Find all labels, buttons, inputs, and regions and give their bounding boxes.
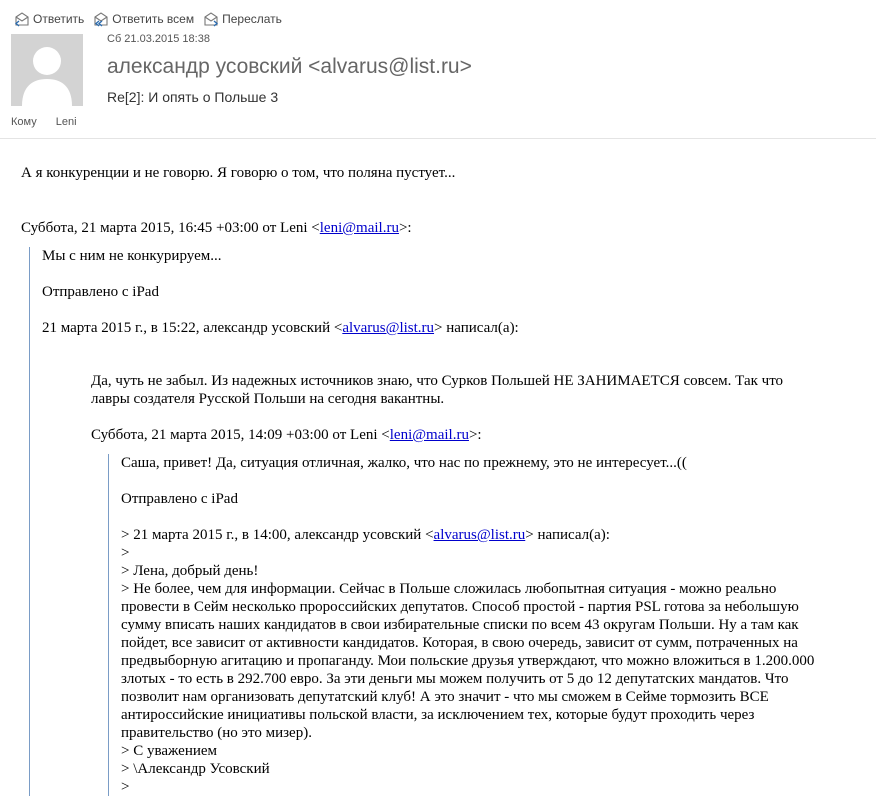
quote-header: Суббота, 21 марта 2015, 16:45 +03:00 от Leni <leni@mail.ru>: [21,220,412,236]
email-link[interactable]: leni@mail.ru [389,427,469,443]
body-line: Да, чуть не забыл. Из надежных источников знаю, что Сурков Польшей НЕ ЗАНИМАЕТСЯ совсем. Так что [91,373,784,389]
body-line: > Не более, чем для информации. Сейчас в Польше сложилась любопытная ситуация - можно реально [121,581,777,597]
body-line: > [121,779,130,795]
body-line: предвыборную агитацию и пропаганду. Мои польские друзья утверждают, что можно вложиться в 1.200.000 [121,653,815,669]
body-line: антироссийские инициативы польской власти, за исключением тех, которые будут проходить через [121,707,755,723]
to-label: Кому [11,116,37,128]
body-line: > Лена, добрый день! [121,563,259,579]
body-line: > [121,545,130,561]
message-subject: Re[2]: И опять о Польше 3 [107,89,279,105]
reply-icon [14,11,30,27]
wrote-line: > 21 марта 2015 г., в 14:00, александр усовский <alvarus@list.ru> написал(а): [121,527,610,543]
forward-button[interactable] [203,11,282,27]
body-line: Отправлено с iPad [42,284,159,300]
reply-label: Ответить [33,12,85,26]
reply-button[interactable] [14,11,84,27]
body-line: Отправлено с iPad [121,491,238,507]
reply-all-button[interactable] [93,11,194,27]
body-line: сумму вписать наших кандидатов в свои избирательные списки по всем 43 округам Польши. Ну а там как [121,617,799,633]
body-line: пойдет, все зависит от активности кандидатов. Которая, в свою очередь, зависит от сумм, потраченных на [121,635,798,651]
email-link[interactable]: leni@mail.ru [319,220,399,236]
message-date: Сб 21.03.2015 18:38 [107,33,210,45]
body-line: правительство (но это мизер). [121,725,312,741]
quoted-message-nested [108,454,871,796]
body-line: Мы с ним не конкурируем... [42,248,222,264]
email-link[interactable]: alvarus@list.ru [433,527,526,543]
body-line: позволит нам организовать депутатский клуб! А это значит - что мы сможем в Сейме тормозить ВСЕ [121,689,769,705]
message-toolbar [14,10,291,28]
header-divider [0,138,876,139]
body-line: > \Александр Усовский [121,761,270,777]
body-line: Саша, привет! Да, ситуация отличная, жалко, что нас по прежнему, это не интересует...(( [121,455,687,471]
quoted-message [29,247,871,796]
reply-all-label: Ответить всем [112,12,195,26]
body-line: > С уважением [121,743,218,759]
quoted-block [91,372,871,444]
forward-label: Переслать [222,12,282,26]
body-line: злотых - то есть в 292.700 евро. За эти деньги мы можем получить от 5 до 12 депутатских мандатов. Что [121,671,789,687]
sender-avatar[interactable] [11,34,83,106]
sender-name[interactable]: александр усовский <alvarus@list.ru> [107,55,472,78]
forward-icon [203,11,219,27]
recipients-row [11,116,93,128]
reply-all-icon [93,11,109,27]
wrote-line: 21 марта 2015 г., в 15:22, александр усовский <alvarus@list.ru> написал(а): [42,320,519,336]
email-link[interactable]: alvarus@list.ru [342,320,435,336]
quote-header: Суббота, 21 марта 2015, 14:09 +03:00 от Leni <leni@mail.ru>: [91,427,482,443]
to-recipient[interactable]: Leni [55,116,77,128]
body-line: А я конкуренции и не говорю. Я говорю о том, что поляна пустует... [21,165,456,181]
person-icon [11,34,83,106]
body-line: лавры создателя Русской Польши на сегодня вакантны. [91,391,445,407]
body-line: провести в Сейм несколько пророссийских депутатов. Способ простой - партия PSL готова за небольшую [121,599,799,615]
message-body [21,164,871,796]
